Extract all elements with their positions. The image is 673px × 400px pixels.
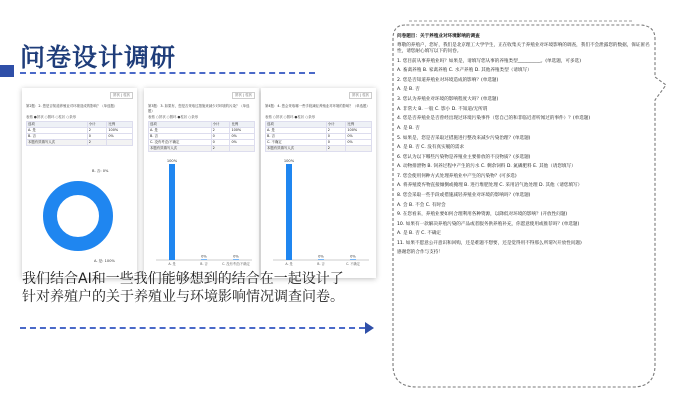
table-cell: 0 xyxy=(326,134,346,140)
table-cell: 0% xyxy=(107,134,133,140)
bar-category-label: C. 不确定 xyxy=(346,262,360,266)
survey-intro: 尊敬的养殖户，您好，我们是北京理工大学学生，正在收集关于养殖业对环境影响的调查，我们不会泄露您的数据，保证匿名性，请您耐心填写以下的问卷。 xyxy=(397,43,650,55)
survey-options: A. 是 B. 否 xyxy=(397,125,420,131)
table-cell: 0% xyxy=(346,134,372,140)
table-footer xyxy=(230,146,255,152)
col-header: 小计 xyxy=(87,122,107,128)
col-header: 比例 xyxy=(230,122,255,128)
survey-options: A. 是 B. 否 C. 没有真实履的需求 xyxy=(397,144,465,150)
bar-value-label: 0% xyxy=(201,254,207,259)
survey-question: 4. 您是否养殖业是否曾经出现过环境污染事件（您自己的和非临近者听闻过的事件）？(单选题) xyxy=(397,116,591,122)
survey-question: 7. 您会使用何种方式处理养殖业中产生的污染物？(可多选) xyxy=(397,173,517,179)
table-cell: 0% xyxy=(346,140,372,146)
survey-options: A. 是 B. 否 xyxy=(397,87,420,93)
bar-value-label: 100% xyxy=(166,159,178,163)
bar-chart xyxy=(261,156,376,276)
stats-card-q3 xyxy=(144,88,259,278)
donut-slice-a xyxy=(50,188,106,244)
bar-value-label: 0% xyxy=(350,254,356,259)
question-text: 第3题：3. 如果有，您是否采取过措施来减少对环境的污染？（单选题） xyxy=(148,104,250,113)
result-table xyxy=(148,121,255,152)
survey-options: A. 会 B. 不会 C. 有时会 xyxy=(397,202,446,208)
bar-category-label: B. 否 xyxy=(317,262,325,266)
col-header: 小计 xyxy=(211,122,230,128)
chart-type-controls[interactable]: 表格 ○饼状 ○圆环 ●柱状 ○条形 xyxy=(265,115,316,119)
survey-question: 1. 您目前从事养殖业吗？如果是，请填写您从事的养殖类型__________。(单选题，可多选) xyxy=(397,58,581,64)
table-cell: 0 xyxy=(326,140,346,146)
title-accent-block xyxy=(0,65,14,77)
table-footer: 2 xyxy=(326,146,346,152)
legend-label: B. 否: 0% xyxy=(92,169,109,173)
table-cell: 100% xyxy=(230,128,255,134)
arrow-right-icon xyxy=(365,322,374,334)
table-footer: 本题有效填写人次 xyxy=(266,146,327,152)
bar-1 xyxy=(201,259,207,260)
bar-2 xyxy=(233,259,239,260)
table-cell: B. 否 xyxy=(149,134,212,140)
survey-question: 感谢您的合作与支持！ xyxy=(397,250,443,256)
bar-1 xyxy=(318,259,324,260)
question-text: 第4题：4. 您会采取哪一些手段减轻养殖业对环境的影响？（单选题） xyxy=(265,104,370,108)
chart-toggle[interactable]: 饼状 | 柱状 xyxy=(232,92,255,99)
table-cell: 2 xyxy=(326,128,346,134)
table-cell: 100% xyxy=(107,128,133,134)
survey-question: 8. 您会采取一些手段或措施减轻养殖业对环境的影响吗？(单选题) xyxy=(397,193,531,199)
bar-2 xyxy=(350,259,356,260)
donut-chart xyxy=(22,150,137,275)
bar-0 xyxy=(286,164,292,260)
bar-chart xyxy=(144,156,259,276)
bar-0 xyxy=(169,164,175,260)
questionnaire-document xyxy=(397,34,655,260)
table-cell: C. 没有考虑/不确定 xyxy=(149,140,212,146)
table-cell: 0 xyxy=(211,134,230,140)
result-table xyxy=(26,121,133,146)
survey-items xyxy=(397,59,655,257)
col-header: 小计 xyxy=(326,122,346,128)
table-cell: 2 xyxy=(87,128,107,134)
stats-card-q4 xyxy=(261,88,376,278)
table-footer: 2 xyxy=(211,146,230,152)
survey-title: 问卷题目：关于养殖业对环境影响的调查 xyxy=(397,34,480,39)
table-cell: C. 不确定 xyxy=(266,140,327,146)
chart-toggle[interactable]: 饼状 | 柱状 xyxy=(349,92,372,99)
table-cell: 100% xyxy=(346,128,372,134)
bar-value-label: 0% xyxy=(318,254,324,259)
table-cell: 0% xyxy=(230,134,255,140)
table-cell: A. 是 xyxy=(266,128,327,134)
bar-value-label: 100% xyxy=(283,159,295,163)
col-header: 选项 xyxy=(266,122,327,128)
bar-category-label: B. 否 xyxy=(200,262,208,266)
bar-category-label: A. 是 xyxy=(285,262,293,266)
chart-type-controls[interactable]: 表格 ●饼状 ○圆环 ○柱状 ○条形 xyxy=(26,115,77,119)
table-footer: 本题有效填写人次 xyxy=(149,146,212,152)
survey-options: A. 将养殖废弃物直接倾倒或掩埋 B. 进行堆肥处理 C. 采用沼气池处理 D. 其他（请您填写） xyxy=(397,183,583,189)
survey-question: 11. 如果不愿意公开意识和回购，还是难题不想要，还是觉得用不得那么所谓?(开放性问题) xyxy=(397,240,582,246)
survey-question: 5. 如果是，您是否采取过措施进行整改来减少污染治理？(单选题) xyxy=(397,135,531,141)
slice-label: A. 是: 100% xyxy=(94,259,115,263)
survey-options: A. 动物排泄物 B. 饲养过程中产生的污水 C. 剩余饲料 D. 氮磷肥料 E. 其他（请您填写） xyxy=(397,164,576,170)
survey-options: A. 非常大 B. 一般 C. 影小 D. 不知道/无所谓 xyxy=(397,106,488,112)
survey-question: 2. 您是否知道养殖业对环境造成的影响？(单选题) xyxy=(397,77,499,83)
table-cell: 0 xyxy=(211,140,230,146)
survey-options: A. 是 B. 否 C. 不确定 xyxy=(397,231,442,237)
page-title: 问卷设计调研 xyxy=(20,43,177,72)
survey-options: A. 畜禽养殖 B. 家禽养殖 C. 水产养殖 D. 其他养殖类型（请填写） xyxy=(397,68,532,74)
col-header: 选项 xyxy=(27,122,88,128)
col-header: 比例 xyxy=(107,122,133,128)
table-footer: 2 xyxy=(87,140,107,146)
description-text: 我们结合AI和一些我们能够想到的结合在一起设计了针对养殖户的关于养殖业与环境影响情况调查问卷。 xyxy=(22,271,344,305)
table-cell: B. 否 xyxy=(27,134,88,140)
survey-question: 3. 您认为养殖业对环境的影响程度大吗？(单选题) xyxy=(397,97,499,103)
col-header: 选项 xyxy=(149,122,212,128)
table-cell: 0% xyxy=(230,140,255,146)
chart-toggle[interactable]: 饼状 | 柱状 xyxy=(110,92,133,99)
table-cell: 2 xyxy=(211,128,230,134)
result-table xyxy=(265,121,372,152)
survey-question: 10. 如果有一款解决养殖污染的产品或者服务供养殖补充，你愿意使用或推荐吗？(单选题) xyxy=(397,221,580,227)
bar-category-label: A. 是 xyxy=(168,262,176,266)
table-footer xyxy=(346,146,372,152)
question-text: 第2题：2. 您是否知道养殖业对环境造成的影响？（单选题） xyxy=(26,104,118,108)
table-cell: B. 否 xyxy=(266,134,327,140)
stats-card-q2 xyxy=(22,88,137,278)
survey-question: 6. 您认为以下哪些污染物是养殖业主要排放的不良物质？(多选题) xyxy=(397,154,531,160)
survey-question: 9. 在您看来，养殖业要如何合理利用各种资源，以降低对环境的影响？(开放性问题) xyxy=(397,212,568,218)
table-footer: 本题有效填写人次 xyxy=(27,140,88,146)
title-divider xyxy=(20,72,315,74)
table-cell: A. 是 xyxy=(149,128,212,134)
table-footer xyxy=(107,140,133,146)
bottom-divider xyxy=(20,327,365,329)
bar-category-label: C. 没有考虑/不确定 xyxy=(222,262,250,266)
col-header: 比例 xyxy=(346,122,372,128)
table-cell: A. 是 xyxy=(27,128,88,134)
bar-value-label: 0% xyxy=(233,254,239,259)
table-cell: 0 xyxy=(87,134,107,140)
chart-type-controls[interactable]: 表格 ○饼状 ○圆环 ●柱状 ○条形 xyxy=(148,115,199,119)
